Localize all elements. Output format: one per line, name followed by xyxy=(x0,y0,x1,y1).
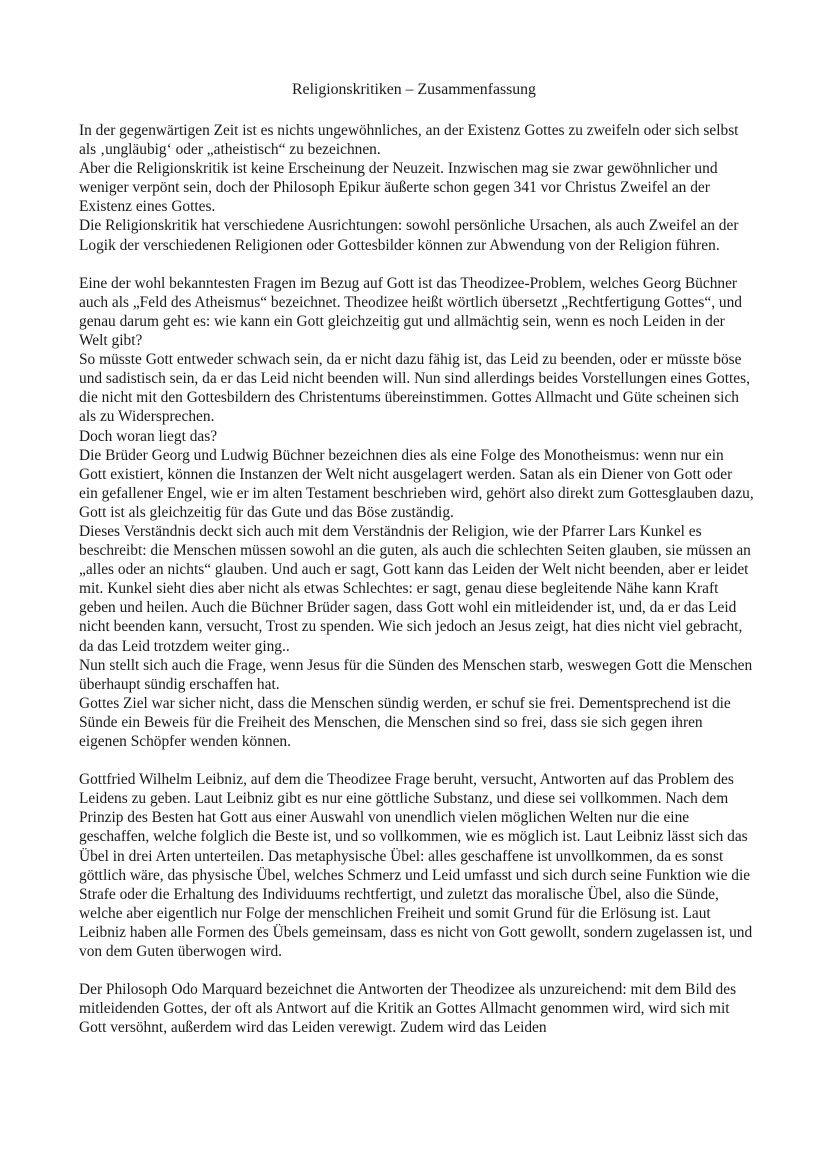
leibniz-section xyxy=(79,770,754,961)
paragraph: Dieses Verständnis deckt sich auch mit dem Verständnis der Religion, wie der Pfarrer Lars Kunkel es beschreibt: die Menschen müssen sowohl an die guten, als auch die schlechten Seiten glauben, sie müssen an „alles oder an nichts“ glauben. Und auch er sagt, Gott kann das Leiden der Welt nicht beenden, aber er leidet mit. Kunkel sieht dies aber nicht als etwas Schlechtes: er sagt, genau diese begleitende Nähe kann Kraft geben und heilen. Auch die Büchner Brüder sagen, dass Gott wohl ein mitleidender ist, und, da er das Leid nicht beenden kann, versucht, Trost zu spenden. Wie sich jedoch an Jesus zeigt, hat dies nicht viel gebracht, da das Leid trotzdem weiter ging.. xyxy=(79,522,751,655)
intro-section xyxy=(79,121,754,255)
paragraph: Die Religionskritik hat verschiedene Ausrichtungen: sowohl persönliche Ursachen, als auch Zweifel an der Logik der verschiedenen Religionen oder Gottesbilder können zur Abwendung von der Religion führen. xyxy=(79,217,739,254)
theodizee-section xyxy=(79,274,754,751)
paragraph: In der gegenwärtigen Zeit ist es nichts ungewöhnliches, an der Existenz Gottes zu zweifeln oder sich selbst als ‚ungläubig‘ oder „atheistisch“ zu bezeichnen. xyxy=(79,122,739,159)
paragraph: Gottes Ziel war sicher nicht, dass die Menschen sündig werden, er schuf sie frei. Dementsprechend ist die Sünde ein Beweis für die Freiheit des Menschen, die Menschen sind so frei, dass sie sich gegen ihren eigenen Schöpfer wenden können. xyxy=(79,694,731,750)
section-spacer xyxy=(79,255,754,274)
paragraph: Eine der wohl bekanntesten Fragen im Bezug auf Gott ist das Theodizee-Problem, welches Georg Büchner auch als „Feld des Atheismus“ bezeichnet. Theodizee heißt wörtlich übersetzt „Rechtfertigung Gottes“, und genau darum geht es: wie kann ein Gott gleichzeitig gut und allmächtig sein, wenn es noch Leiden in der Welt gibt? xyxy=(79,274,743,350)
paragraph: Nun stellt sich auch die Frage, wenn Jesus für die Sünden des Menschen starb, weswegen Gott die Menschen überhaupt sündig erschaffen hat. xyxy=(79,656,753,693)
section-spacer xyxy=(79,961,754,980)
paragraph: Aber die Religionskritik ist keine Erscheinung der Neuzeit. Inzwischen mag sie zwar gewöhnlicher und weniger verpönt sein, doch der Philosoph Epikur äußerte schon gegen 341 vor Christus Zweifel an der Existenz eines Gottes. xyxy=(79,160,718,216)
paragraph: Der Philosoph Odo Marquard bezeichnet die Antworten der Theodizee als unzureichend: mit dem Bild des mitleidenden Gottes, der oft als Antwort auf die Kritik an Gottes Allmacht genommen wird, wird sich mit Gott versöhnt, außerdem wird das Leiden verewigt. Zudem wird das Leiden xyxy=(79,981,737,1037)
section-spacer xyxy=(79,751,754,770)
document-body xyxy=(79,121,754,1038)
paragraph: So müsste Gott entweder schwach sein, da er nicht dazu fähig ist, das Leid zu beenden, oder er müsste böse und sadistisch sein, da er das Leid nicht beenden will. Nun sind allerdings beides Vorstellungen eines Gottes, die nicht mit den Gottesbildern des Christentums übereinstimmen. Gottes Allmacht und Güte scheinen sich als zu Widersprechen. xyxy=(79,351,750,426)
paragraph: Doch woran liegt das? xyxy=(79,427,218,445)
document-title: Religionskritiken – Zusammenfassung xyxy=(292,81,536,98)
paragraph: Die Brüder Georg und Ludwig Büchner bezeichnen dies als eine Folge des Monotheismus: wenn nur ein Gott existiert, können die Instanzen der Welt nicht ausgelagert werden. Satan als ein Diener von Gott oder ein gefallener Engel, wie er im alten Testament beschrieben wird, gehört also direkt zum Gottesglauben dazu, Gott ist als gleichzeitig für das Gute und das Böse zuständig. xyxy=(79,446,754,521)
marquard-section xyxy=(79,980,754,1037)
paragraph: Gottfried Wilhelm Leibniz, auf dem die Theodizee Frage beruht, versucht, Antworten auf das Problem des Leidens zu geben. Laut Leibniz gibt es nur eine göttliche Substanz, und diese sei vollkommen. Nach dem Prinzip des Besten hat Gott aus einer Auswahl von unendlich vielen möglichen Welten nur die eine geschaffen, welche folglich die Beste ist, und so vollkommen, wie es möglich ist. Laut Leibniz lässt sich das Übel in drei Arten unterteilen. Das metaphysische Übel: alles geschaffene ist unvollkommen, da es sonst göttlich wäre, das physische Übel, welches Schmerz und Leid umfasst und sich durch seine Funktion wie die Strafe oder die Erhaltung des Individuums rechtfertigt, und zuletzt das moralische Übel, also die Sünde, welche aber eigentlich nur Folge der menschlichen Freiheit und somit Grund für die Erlösung ist. Laut Leibniz haben alle Formen des Übels gemeinsam, dass es nicht von Gott gewollt, sondern zugelassen ist, und von dem Guten überwogen wird. xyxy=(79,771,753,961)
